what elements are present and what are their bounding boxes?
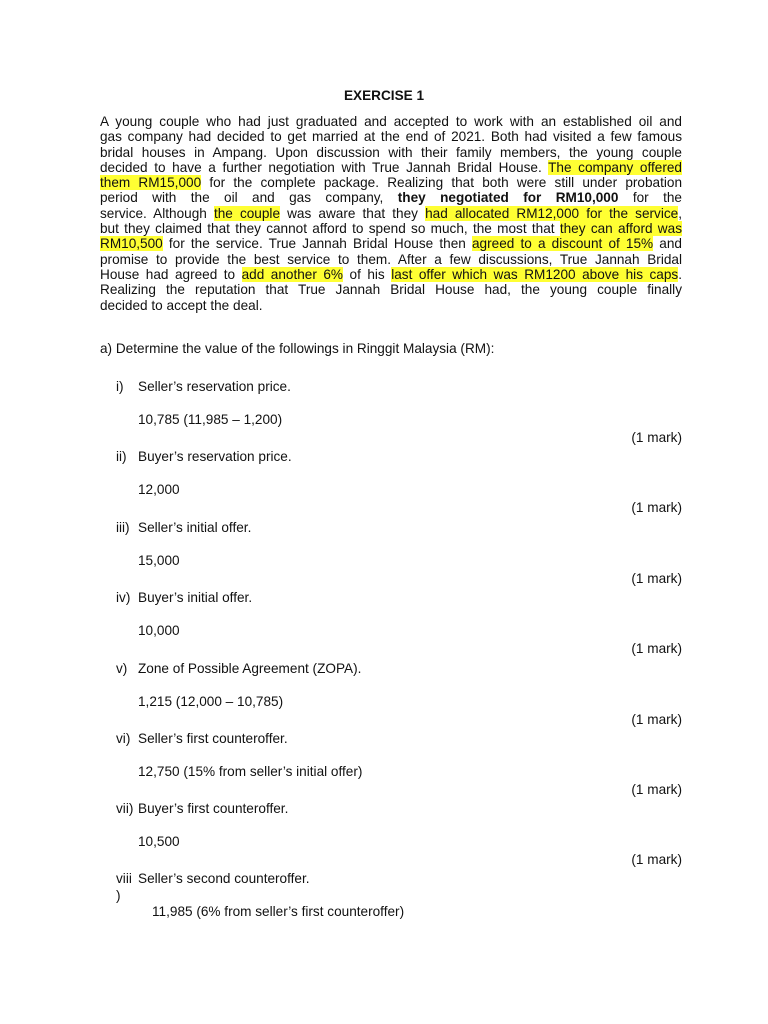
exercise-title: EXERCISE 1 <box>343 88 425 103</box>
text-segment: Realizing the reputation that True Jannah Bridal House had, the young couple finally <box>100 282 682 298</box>
highlighted-text: the couple <box>213 205 281 221</box>
item-number-paren: ) <box>116 888 121 903</box>
item-mark: (1 mark) <box>631 712 682 727</box>
highlighted-text: The company offered <box>548 159 682 175</box>
answer-item <box>0 590 768 660</box>
text-segment: for the service. True Jannah Bridal House then <box>162 236 472 252</box>
paragraph-line <box>100 160 682 175</box>
highlighted-text: last offer which was RM1200 above his caps <box>391 266 679 282</box>
item-number: viii <box>116 871 132 886</box>
answer-item <box>0 801 768 871</box>
text-segment: bridal houses in Ampang. Upon discussion with their family members, the young couple <box>100 144 682 160</box>
highlighted-text: had allocated RM12,000 for the service <box>425 205 679 221</box>
item-mark: (1 mark) <box>631 641 682 656</box>
scenario-paragraph <box>100 114 682 313</box>
text-segment: service. Although <box>100 205 214 221</box>
item-label: Seller’s second counteroffer. <box>138 871 310 886</box>
paragraph-line <box>100 252 682 267</box>
text-segment: of his <box>343 266 392 282</box>
item-number: i) <box>116 379 124 394</box>
text-segment: promise to provide the best service to them. After a few discussions, True Jannah Bridal <box>100 251 682 267</box>
text-segment: period with the oil and gas company, <box>100 190 398 206</box>
item-number: iii) <box>116 520 130 535</box>
item-number: ii) <box>116 449 127 464</box>
answer-item <box>0 379 768 449</box>
paragraph-line <box>100 236 682 251</box>
text-segment: , <box>678 205 682 221</box>
paragraph-line <box>100 298 682 313</box>
paragraph-line <box>100 282 682 297</box>
item-answer: 10,500 <box>138 834 180 849</box>
item-mark: (1 mark) <box>631 852 682 867</box>
answer-item <box>0 871 768 941</box>
question-a: a) Determine the value of the followings in Ringgit Malaysia (RM): <box>100 341 495 356</box>
item-number: v) <box>116 661 128 676</box>
item-mark: (1 mark) <box>631 782 682 797</box>
answer-item <box>0 449 768 519</box>
paragraph-line <box>100 221 682 236</box>
item-number: vii) <box>116 801 134 816</box>
answer-item <box>0 731 768 801</box>
item-answer: 10,000 <box>138 623 180 638</box>
item-label: Zone of Possible Agreement (ZOPA). <box>138 661 362 676</box>
text-segment: decided to have a further negotiation with True Jannah Bridal House. <box>100 159 549 175</box>
item-answer: 12,750 (15% from seller’s initial offer) <box>138 764 363 779</box>
highlighted-text: add another 6% <box>241 266 344 282</box>
item-answer: 12,000 <box>138 482 180 497</box>
paragraph-line <box>100 114 682 129</box>
item-answer: 11,985 (6% from seller’s first counteroffer) <box>152 904 405 919</box>
item-label: Buyer’s reservation price. <box>138 449 292 464</box>
paragraph-line <box>100 145 682 160</box>
text-segment: A young couple who had just graduated and accepted to work with an established oil and <box>100 114 682 129</box>
text-segment: for the complete package. Realizing that both were still under probation <box>201 175 682 191</box>
paragraph-line <box>100 206 682 221</box>
paragraph-line <box>100 190 682 205</box>
item-mark: (1 mark) <box>631 430 682 445</box>
item-label: Buyer’s initial offer. <box>138 590 253 605</box>
answer-item <box>0 520 768 590</box>
item-answer: 15,000 <box>138 553 180 568</box>
text-segment: was aware that they <box>280 205 426 221</box>
item-mark: (1 mark) <box>631 500 682 515</box>
item-label: Seller’s initial offer. <box>138 520 252 535</box>
item-label: Seller’s first counteroffer. <box>138 731 288 746</box>
text-segment: . <box>678 266 682 282</box>
highlighted-text: them RM15,000 <box>100 175 202 191</box>
text-segment: decided to accept the deal. <box>100 297 263 313</box>
paragraph-line <box>100 129 682 144</box>
paragraph-line <box>100 267 682 282</box>
text-segment: but they claimed that they cannot afford to spend so much, the most that <box>100 221 560 237</box>
text-segment: gas company had decided to get married at the end of 2021. Both had visited a few famous <box>100 129 682 145</box>
answer-item <box>0 661 768 731</box>
bold-text: they negotiated for RM10,000 <box>397 190 619 206</box>
item-label: Buyer’s first counteroffer. <box>138 801 289 816</box>
text-segment: and <box>653 236 682 252</box>
item-number: iv) <box>116 590 131 605</box>
highlighted-text: they can afford was <box>559 221 682 237</box>
item-answer: 10,785 (11,985 – 1,200) <box>138 412 283 427</box>
text-segment: for the <box>618 190 682 206</box>
item-number: vi) <box>116 731 131 746</box>
item-answer: 1,215 (12,000 – 10,785) <box>138 694 284 709</box>
item-label: Seller’s reservation price. <box>138 379 291 394</box>
paragraph-line <box>100 175 682 190</box>
highlighted-text: agreed to a discount of 15% <box>471 236 654 252</box>
item-mark: (1 mark) <box>631 571 682 586</box>
highlighted-text: RM10,500 <box>100 236 163 252</box>
text-segment: House had agreed to <box>100 266 242 282</box>
